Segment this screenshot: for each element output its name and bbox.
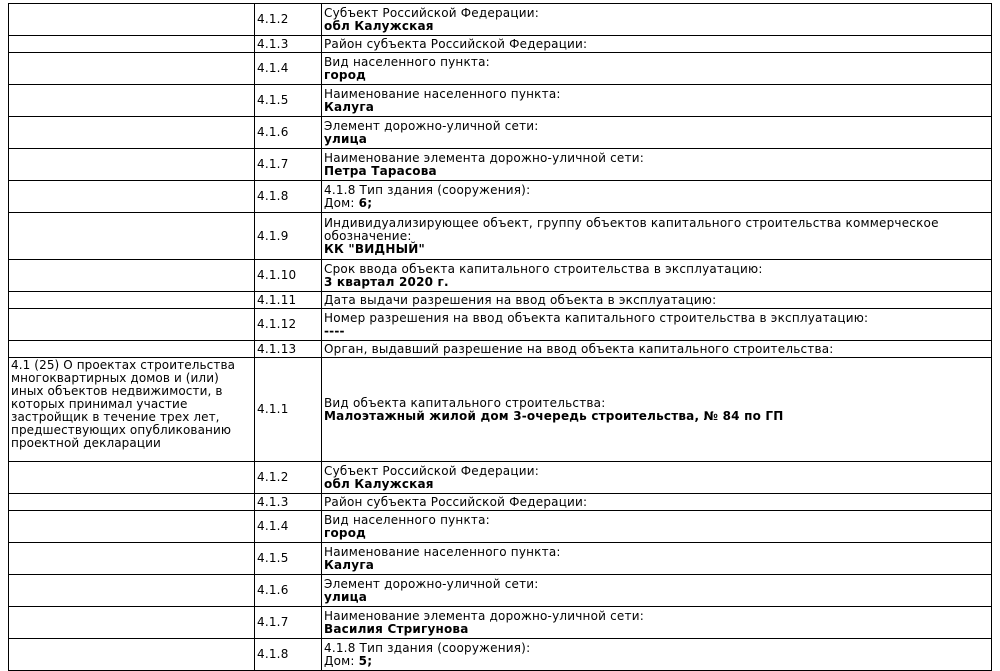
row-number: 4.1.4 (255, 53, 322, 85)
row-number: 4.1.2 (255, 462, 322, 494)
field-label: Вид объекта капитального строительства: (324, 395, 606, 410)
row-number: 4.1.6 (255, 575, 322, 607)
field-label: 4.1.8 Тип здания (сооружения): (324, 182, 531, 197)
field-label: Наименование населенного пункта: (324, 86, 561, 101)
row-number: 4.1.11 (255, 292, 322, 309)
field-label: Наименование элемента дорожно-уличной сети: (324, 608, 644, 623)
row-number: 4.1.8 (255, 181, 322, 213)
row-content (322, 494, 992, 511)
field-label: Вид населенного пункта: (324, 512, 490, 527)
row-content (322, 341, 992, 358)
row-number: 4.1.7 (255, 607, 322, 639)
table-row (9, 117, 992, 149)
row-number: 4.1.4 (255, 511, 322, 543)
section-cell-empty (9, 292, 255, 309)
section-cell-empty (9, 543, 255, 575)
table-row (9, 213, 992, 260)
section-cell-empty (9, 639, 255, 671)
field-value: ---- (324, 323, 345, 338)
row-content (322, 260, 992, 292)
row-content (322, 36, 992, 53)
section-cell-empty (9, 511, 255, 543)
field-value: КК "ВИДНЫЙ" (324, 241, 425, 256)
row-content (322, 511, 992, 543)
field-label: Элемент дорожно-уличной сети: (324, 576, 539, 591)
field-label: Субъект Российской Федерации: (324, 463, 539, 478)
section-cell-empty (9, 4, 255, 36)
section-cell-empty (9, 607, 255, 639)
row-content (322, 358, 992, 462)
table-row (9, 341, 992, 358)
table-row (9, 260, 992, 292)
building-type-line (324, 655, 989, 668)
row-content (322, 292, 992, 309)
row-content (322, 181, 992, 213)
field-value: Малоэтажный жилой дом 3-очередь строительства, № 84 по ГП (324, 408, 784, 423)
table-row (9, 358, 992, 462)
field-label: Район субъекта Российской Федерации: (324, 494, 588, 509)
field-value: Калуга (324, 99, 375, 114)
table-row (9, 462, 992, 494)
section-cell-empty (9, 309, 255, 341)
section-cell-empty (9, 575, 255, 607)
table-row (9, 149, 992, 181)
field-value: Калуга (324, 557, 375, 572)
field-label: Срок ввода объекта капитального строительства в эксплуатацию: (324, 261, 763, 276)
field-value: обл Калужская (324, 476, 434, 491)
table-row (9, 575, 992, 607)
row-number: 4.1.3 (255, 494, 322, 511)
table-row (9, 543, 992, 575)
table-row (9, 181, 992, 213)
section-cell-empty (9, 260, 255, 292)
building-type-line (324, 197, 989, 210)
section-cell-empty (9, 85, 255, 117)
section-label: 4.1 (25) О проектах строительства многоквартирных домов и (или) иных объектов недвижимости, в которых принимал участие застройщик в течение трех лет, предшествующих опубликованию проектной декларации (9, 358, 255, 462)
row-content (322, 607, 992, 639)
building-prefix: Дом: (324, 195, 359, 210)
field-value: улица (324, 131, 368, 146)
building-number: 5; (358, 653, 373, 668)
row-content (322, 117, 992, 149)
row-content (322, 149, 992, 181)
row-number: 4.1.7 (255, 149, 322, 181)
row-content (322, 543, 992, 575)
section-cell-empty (9, 36, 255, 53)
table-row (9, 494, 992, 511)
table-row (9, 4, 992, 36)
row-number: 4.1.5 (255, 85, 322, 117)
field-value: город (324, 525, 367, 540)
table-row (9, 53, 992, 85)
field-label: Район субъекта Российской Федерации: (324, 36, 588, 51)
field-label: Дата выдачи разрешения на ввод объекта в эксплуатацию: (324, 292, 717, 307)
field-label: Наименование элемента дорожно-уличной сети: (324, 150, 644, 165)
field-label: Орган, выдавший разрешение на ввод объекта капитального строительства: (324, 341, 834, 356)
building-prefix: Дом: (324, 653, 359, 668)
row-content (322, 462, 992, 494)
row-content (322, 639, 992, 671)
table-row (9, 292, 992, 309)
section-cell-empty (9, 149, 255, 181)
row-number: 4.1.9 (255, 213, 322, 260)
row-number: 4.1.3 (255, 36, 322, 53)
row-number: 4.1.12 (255, 309, 322, 341)
table-row (9, 36, 992, 53)
row-number: 4.1.6 (255, 117, 322, 149)
field-label: Индивидуализирующее объект, группу объектов капитального строительства коммерческое обозначение: (324, 215, 939, 243)
field-value: Василия Стригунова (324, 621, 469, 636)
row-number: 4.1.2 (255, 4, 322, 36)
field-label: Субъект Российской Федерации: (324, 5, 539, 20)
section-cell-empty (9, 213, 255, 260)
field-label: Наименование населенного пункта: (324, 544, 561, 559)
table-row (9, 639, 992, 671)
row-content (322, 53, 992, 85)
row-content (322, 4, 992, 36)
table-row (9, 511, 992, 543)
field-value: город (324, 67, 367, 82)
table-row (9, 607, 992, 639)
field-label: 4.1.8 Тип здания (сооружения): (324, 640, 531, 655)
table-row (9, 309, 992, 341)
section-cell-empty (9, 341, 255, 358)
row-number: 4.1.13 (255, 341, 322, 358)
field-value: Петра Тарасова (324, 163, 437, 178)
field-value: улица (324, 589, 368, 604)
field-value: обл Калужская (324, 18, 434, 33)
table-row (9, 85, 992, 117)
field-label: Элемент дорожно-уличной сети: (324, 118, 539, 133)
row-number: 4.1.1 (255, 358, 322, 462)
field-label: Вид населенного пункта: (324, 54, 490, 69)
row-number: 4.1.8 (255, 639, 322, 671)
field-value: 3 квартал 2020 г. (324, 274, 449, 289)
row-content (322, 575, 992, 607)
section-cell-empty (9, 462, 255, 494)
field-label: Номер разрешения на ввод объекта капитального строительства в эксплуатацию: (324, 310, 869, 325)
section-cell-empty (9, 181, 255, 213)
row-content (322, 85, 992, 117)
section-cell-empty (9, 53, 255, 85)
row-content (322, 213, 992, 260)
building-number: 6; (358, 195, 373, 210)
section-cell-empty (9, 117, 255, 149)
row-number: 4.1.5 (255, 543, 322, 575)
declaration-table (8, 3, 992, 671)
row-content (322, 309, 992, 341)
section-cell-empty (9, 494, 255, 511)
row-number: 4.1.10 (255, 260, 322, 292)
